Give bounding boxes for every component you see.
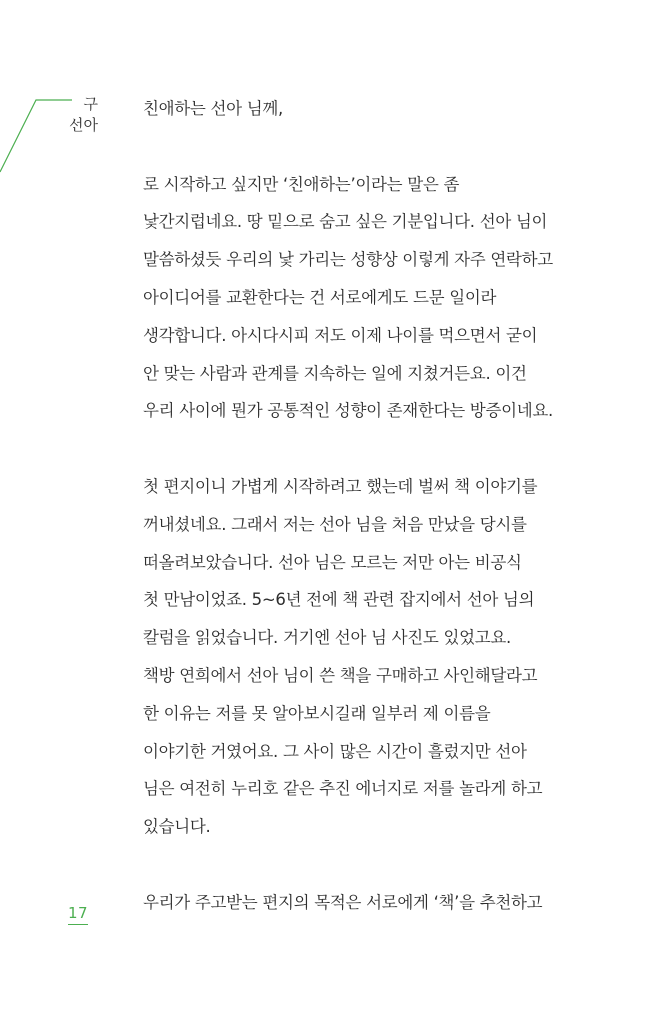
paragraph-1 bbox=[143, 166, 613, 431]
text-line: 낯간지럽네요. 땅 밑으로 숨고 싶은 기분입니다. 선아 님이 bbox=[143, 212, 548, 232]
salutation bbox=[143, 90, 613, 128]
text-line: 떠올려보았습니다. 선아 님은 모르는 저만 아는 비공식 bbox=[143, 552, 522, 572]
text-line: 아이디어를 교환한다는 건 서로에게도 드문 일이라 bbox=[143, 287, 497, 307]
text-line: 칼럼을 읽었습니다. 거기엔 선아 님 사진도 있었고요. bbox=[143, 628, 511, 648]
paragraph-3 bbox=[143, 884, 613, 922]
text-line: 책방 연희에서 선아 님이 쓴 책을 구매하고 사인해달라고 bbox=[143, 665, 538, 685]
text-line: 생각합니다. 아시다시피 저도 이제 나이를 먹으면서 굳이 bbox=[143, 325, 538, 345]
text-line: 안 맞는 사람과 관계를 지속하는 일에 지쳤거든요. 이건 bbox=[143, 363, 527, 383]
recipient-surname: 구 bbox=[83, 95, 98, 113]
letter-body bbox=[143, 90, 613, 959]
text-line: 이야기한 거였어요. 그 사이 많은 시간이 흘렀지만 선아 bbox=[143, 741, 527, 761]
text-line: 있습니다. bbox=[143, 817, 211, 837]
text-line: 우리 사이에 뭔가 공통적인 성향이 존재한다는 방증이네요. bbox=[143, 401, 553, 421]
text-line: 우리가 주고받는 편지의 목적은 서로에게 ‘책’을 추천하고 bbox=[143, 892, 543, 912]
paragraph-2 bbox=[143, 468, 613, 846]
recipient-given-name: 선아 bbox=[69, 116, 98, 134]
text-line: 로 시작하고 싶지만 ‘친애하는’이라는 말은 좀 bbox=[143, 174, 460, 194]
page-number: 17 bbox=[68, 903, 88, 925]
recipient-name bbox=[50, 94, 98, 136]
text-line: 꺼내셨네요. 그래서 저는 선아 님을 처음 만났을 당시를 bbox=[143, 514, 527, 534]
text-line: 첫 편지이니 가볍게 시작하려고 했는데 벌써 책 이야기를 bbox=[143, 476, 538, 496]
text-line: 님은 여전히 누리호 같은 추진 에너지로 저를 놀라게 하고 bbox=[143, 779, 543, 799]
text-line: 한 이유는 저를 못 알아보시길래 일부러 제 이름을 bbox=[143, 703, 491, 723]
text-line: 첫 만남이었죠. 5~6년 전에 책 관련 잡지에서 선아 님의 bbox=[143, 590, 535, 610]
text-line: 말씀하셨듯 우리의 낯 가리는 성향상 이렇게 자주 연락하고 bbox=[143, 250, 553, 270]
text-line: 친애하는 선아 님께, bbox=[143, 99, 283, 118]
